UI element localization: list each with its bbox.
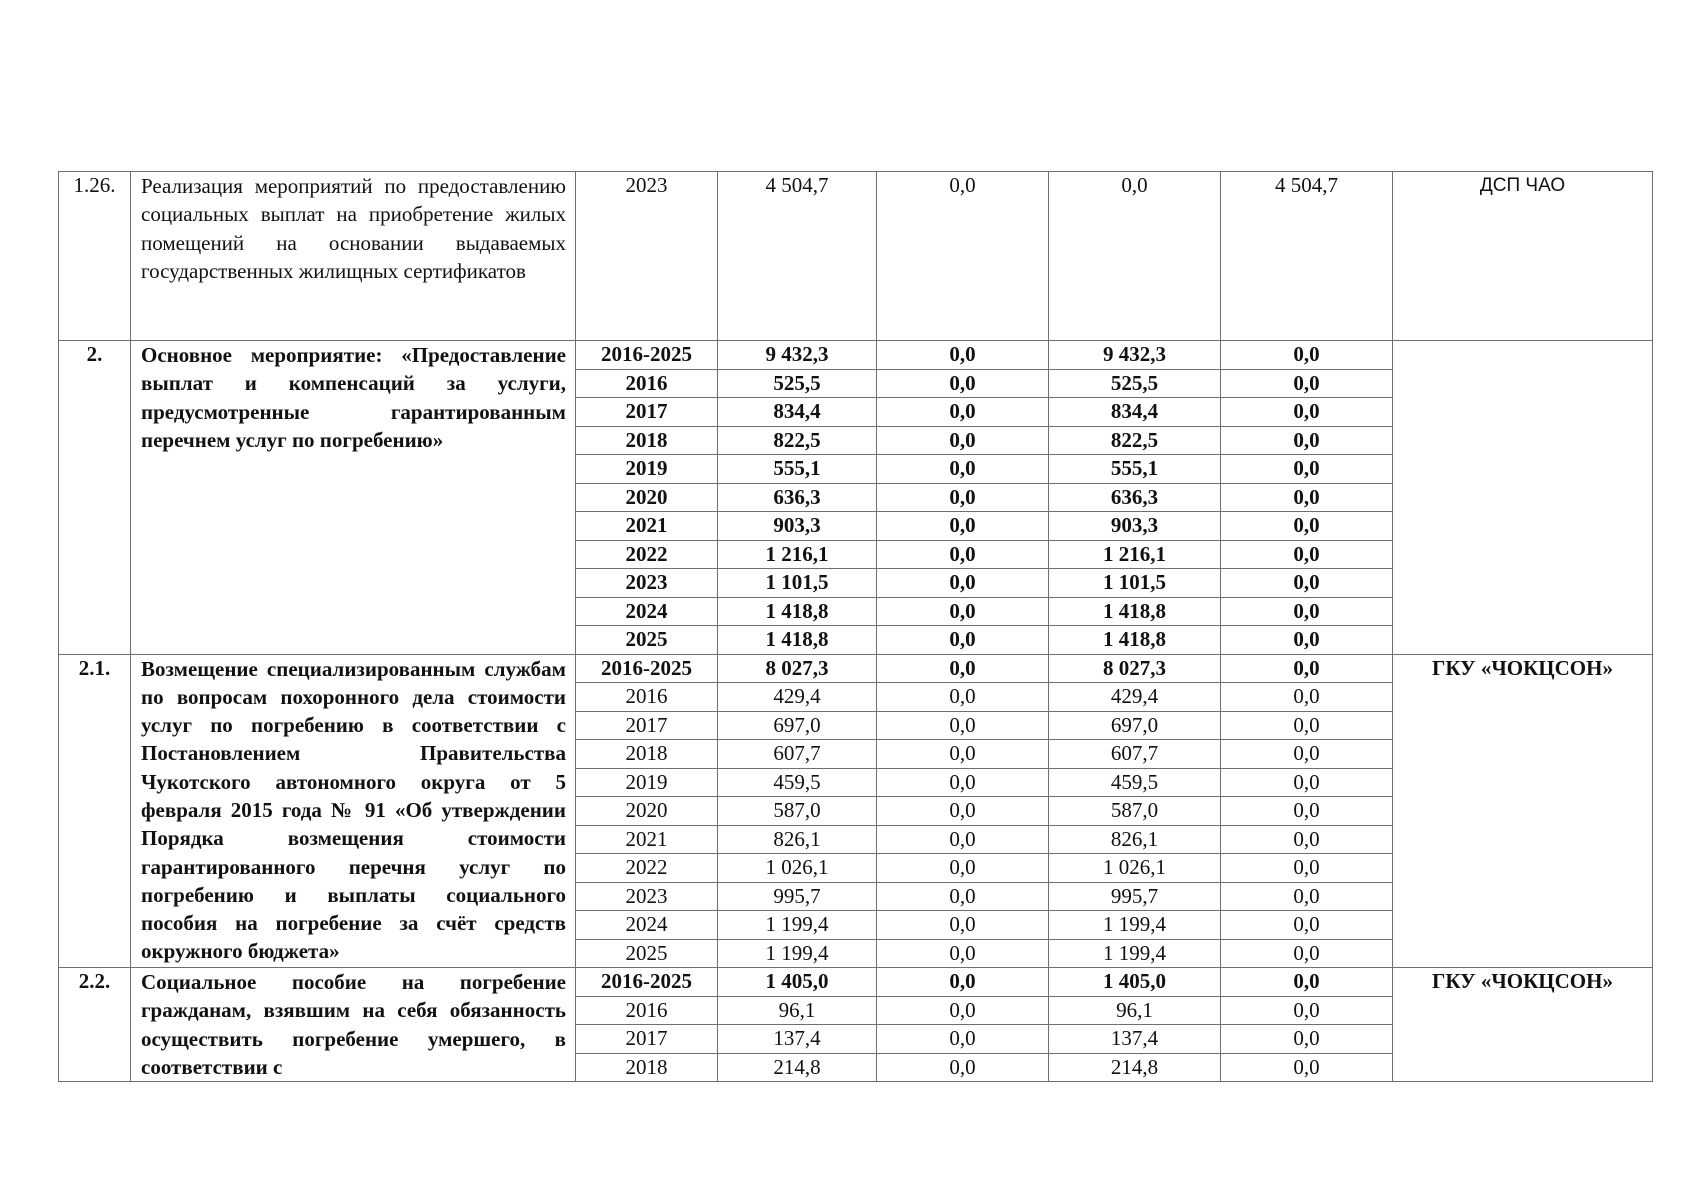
regional-cell: 834,4 <box>1049 398 1221 427</box>
other-cell: 0,0 <box>1221 968 1393 997</box>
year-cell: 2023 <box>576 569 718 598</box>
federal-cell: 0,0 <box>877 455 1049 484</box>
responsible-cell: ГКУ «ЧОКЦСОН» <box>1393 968 1653 1082</box>
federal-cell: 0,0 <box>877 569 1049 598</box>
federal-cell: 0,0 <box>877 483 1049 512</box>
year-cell: 2022 <box>576 854 718 883</box>
table-row <box>59 341 1653 370</box>
total-cell: 9 432,3 <box>718 341 877 370</box>
federal-cell: 0,0 <box>877 512 1049 541</box>
total-cell: 1 199,4 <box>718 939 877 968</box>
other-cell: 0,0 <box>1221 911 1393 940</box>
year-cell: 2019 <box>576 455 718 484</box>
federal-cell: 0,0 <box>877 597 1049 626</box>
total-cell: 525,5 <box>718 369 877 398</box>
total-cell: 607,7 <box>718 740 877 769</box>
federal-cell: 0,0 <box>877 882 1049 911</box>
regional-cell: 587,0 <box>1049 797 1221 826</box>
year-cell: 2016-2025 <box>576 654 718 683</box>
regional-cell: 1 199,4 <box>1049 939 1221 968</box>
table-row <box>59 654 1653 683</box>
section-2-group <box>59 341 1653 655</box>
other-cell: 0,0 <box>1221 626 1393 655</box>
year-cell: 2023 <box>576 172 718 341</box>
federal-cell: 0,0 <box>877 1025 1049 1054</box>
other-cell: 0,0 <box>1221 455 1393 484</box>
federal-cell: 0,0 <box>877 911 1049 940</box>
year-cell: 2024 <box>576 911 718 940</box>
year-cell: 2020 <box>576 483 718 512</box>
other-cell: 0,0 <box>1221 1053 1393 1082</box>
table-row <box>59 968 1653 997</box>
regional-cell: 697,0 <box>1049 711 1221 740</box>
federal-cell: 0,0 <box>877 172 1049 341</box>
year-cell: 2021 <box>576 512 718 541</box>
total-cell: 1 216,1 <box>718 540 877 569</box>
federal-cell: 0,0 <box>877 968 1049 997</box>
federal-cell: 0,0 <box>877 854 1049 883</box>
other-cell: 0,0 <box>1221 398 1393 427</box>
year-cell: 2019 <box>576 768 718 797</box>
other-cell: 0,0 <box>1221 569 1393 598</box>
total-cell: 1 405,0 <box>718 968 877 997</box>
federal-cell: 0,0 <box>877 341 1049 370</box>
total-cell: 826,1 <box>718 825 877 854</box>
year-cell: 2020 <box>576 797 718 826</box>
total-cell: 1 101,5 <box>718 569 877 598</box>
other-cell: 0,0 <box>1221 597 1393 626</box>
year-cell: 2018 <box>576 426 718 455</box>
year-cell: 2017 <box>576 1025 718 1054</box>
total-cell: 1 026,1 <box>718 854 877 883</box>
federal-cell: 0,0 <box>877 369 1049 398</box>
year-cell: 2017 <box>576 398 718 427</box>
regional-cell: 607,7 <box>1049 740 1221 769</box>
federal-cell: 0,0 <box>877 540 1049 569</box>
section-2-1-group <box>59 654 1653 968</box>
year-cell: 2016 <box>576 683 718 712</box>
section-2-2-group <box>59 968 1653 1082</box>
other-cell: 0,0 <box>1221 369 1393 398</box>
regional-cell: 636,3 <box>1049 483 1221 512</box>
regional-cell: 903,3 <box>1049 512 1221 541</box>
total-cell: 1 199,4 <box>718 911 877 940</box>
total-cell: 1 418,8 <box>718 626 877 655</box>
total-cell: 834,4 <box>718 398 877 427</box>
year-cell: 2021 <box>576 825 718 854</box>
year-cell: 2016 <box>576 996 718 1025</box>
regional-cell: 1 216,1 <box>1049 540 1221 569</box>
total-cell: 459,5 <box>718 768 877 797</box>
other-cell: 0,0 <box>1221 483 1393 512</box>
year-cell: 2016-2025 <box>576 341 718 370</box>
federal-cell: 0,0 <box>877 683 1049 712</box>
year-cell: 2018 <box>576 740 718 769</box>
federal-cell: 0,0 <box>877 825 1049 854</box>
responsible-cell <box>1393 341 1653 655</box>
regional-cell: 137,4 <box>1049 1025 1221 1054</box>
other-cell: 0,0 <box>1221 882 1393 911</box>
other-cell: 0,0 <box>1221 768 1393 797</box>
program-funding-table <box>58 171 1653 1082</box>
total-cell: 587,0 <box>718 797 877 826</box>
federal-cell: 0,0 <box>877 626 1049 655</box>
other-cell: 0,0 <box>1221 740 1393 769</box>
total-cell: 214,8 <box>718 1053 877 1082</box>
regional-cell: 96,1 <box>1049 996 1221 1025</box>
total-cell: 995,7 <box>718 882 877 911</box>
regional-cell: 9 432,3 <box>1049 341 1221 370</box>
total-cell: 137,4 <box>718 1025 877 1054</box>
other-cell: 0,0 <box>1221 540 1393 569</box>
total-cell: 903,3 <box>718 512 877 541</box>
regional-cell: 8 027,3 <box>1049 654 1221 683</box>
other-cell: 4 504,7 <box>1221 172 1393 341</box>
federal-cell: 0,0 <box>877 426 1049 455</box>
responsible-cell: ДСП ЧАО <box>1393 172 1653 341</box>
regional-cell: 995,7 <box>1049 882 1221 911</box>
row-number: 2.1. <box>59 654 131 968</box>
regional-cell: 525,5 <box>1049 369 1221 398</box>
regional-cell: 1 418,8 <box>1049 597 1221 626</box>
row-number: 1.26. <box>59 172 131 341</box>
regional-cell: 214,8 <box>1049 1053 1221 1082</box>
regional-cell: 822,5 <box>1049 426 1221 455</box>
other-cell: 0,0 <box>1221 683 1393 712</box>
federal-cell: 0,0 <box>877 768 1049 797</box>
total-cell: 1 418,8 <box>718 597 877 626</box>
activity-name: Возмещение специализированным службам по вопросам похоронного дела стоимости услуг по погребению в соответствии с Постановлением Правительства Чукотского автономного округа от 5 февраля 2015 года № 91 «Об утверждении Порядка возмещения стоимости гарантированного перечня услуг по погребению и выплаты социального пособия на погребение за счёт средств окружного бюджета» <box>131 654 576 968</box>
total-cell: 822,5 <box>718 426 877 455</box>
table-row-1-26 <box>59 172 1653 341</box>
other-cell: 0,0 <box>1221 1025 1393 1054</box>
other-cell: 0,0 <box>1221 341 1393 370</box>
federal-cell: 0,0 <box>877 711 1049 740</box>
federal-cell: 0,0 <box>877 654 1049 683</box>
other-cell: 0,0 <box>1221 996 1393 1025</box>
federal-cell: 0,0 <box>877 939 1049 968</box>
total-cell: 429,4 <box>718 683 877 712</box>
year-cell: 2022 <box>576 540 718 569</box>
regional-cell: 0,0 <box>1049 172 1221 341</box>
total-cell: 697,0 <box>718 711 877 740</box>
year-cell: 2024 <box>576 597 718 626</box>
year-cell: 2017 <box>576 711 718 740</box>
regional-cell: 429,4 <box>1049 683 1221 712</box>
other-cell: 0,0 <box>1221 654 1393 683</box>
regional-cell: 1 405,0 <box>1049 968 1221 997</box>
other-cell: 0,0 <box>1221 797 1393 826</box>
regional-cell: 1 101,5 <box>1049 569 1221 598</box>
other-cell: 0,0 <box>1221 512 1393 541</box>
year-cell: 2025 <box>576 939 718 968</box>
total-cell: 555,1 <box>718 455 877 484</box>
activity-name: Реализация мероприятий по предоставлению социальных выплат на приобретение жилых помещений на основании выдаваемых государственных жилищных сертификатов <box>131 172 576 341</box>
federal-cell: 0,0 <box>877 1053 1049 1082</box>
regional-cell: 1 026,1 <box>1049 854 1221 883</box>
year-cell: 2016-2025 <box>576 968 718 997</box>
other-cell: 0,0 <box>1221 825 1393 854</box>
responsible-cell: ГКУ «ЧОКЦСОН» <box>1393 654 1653 968</box>
federal-cell: 0,0 <box>877 740 1049 769</box>
activity-name: Социальное пособие на погребение гражданам, взявшим на себя обязанность осуществить погребение умершего, в соответствии с <box>131 968 576 1082</box>
total-cell: 8 027,3 <box>718 654 877 683</box>
year-cell: 2025 <box>576 626 718 655</box>
other-cell: 0,0 <box>1221 854 1393 883</box>
activity-name: Основное мероприятие: «Предоставление выплат и компенсаций за услуги, предусмотренные гарантированным перечнем услуг по погребению» <box>131 341 576 655</box>
other-cell: 0,0 <box>1221 426 1393 455</box>
federal-cell: 0,0 <box>877 398 1049 427</box>
row-number: 2.2. <box>59 968 131 1082</box>
other-cell: 0,0 <box>1221 939 1393 968</box>
federal-cell: 0,0 <box>877 996 1049 1025</box>
federal-cell: 0,0 <box>877 797 1049 826</box>
year-cell: 2023 <box>576 882 718 911</box>
regional-cell: 826,1 <box>1049 825 1221 854</box>
regional-cell: 1 418,8 <box>1049 626 1221 655</box>
regional-cell: 459,5 <box>1049 768 1221 797</box>
row-number: 2. <box>59 341 131 655</box>
total-cell: 96,1 <box>718 996 877 1025</box>
total-cell: 4 504,7 <box>718 172 877 341</box>
other-cell: 0,0 <box>1221 711 1393 740</box>
regional-cell: 1 199,4 <box>1049 911 1221 940</box>
regional-cell: 555,1 <box>1049 455 1221 484</box>
year-cell: 2018 <box>576 1053 718 1082</box>
year-cell: 2016 <box>576 369 718 398</box>
total-cell: 636,3 <box>718 483 877 512</box>
